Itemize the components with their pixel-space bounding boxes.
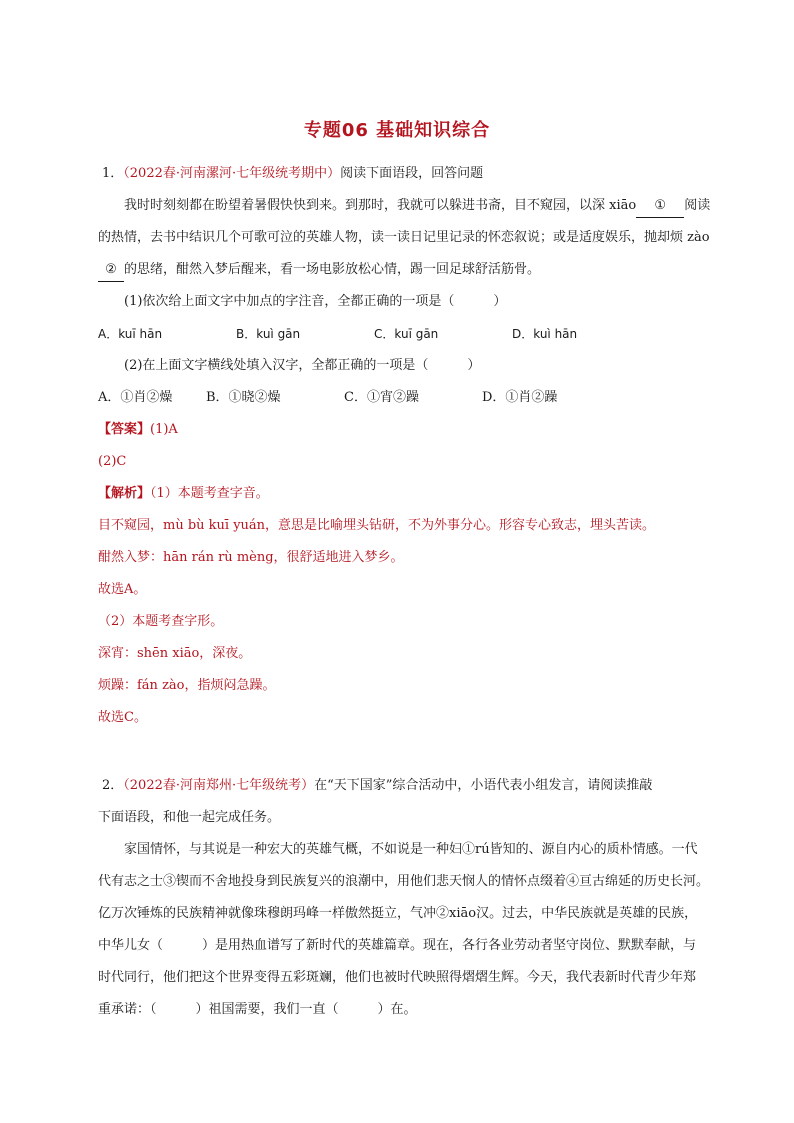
analysis-line: 目不窥园，mù bù kuī yuán，意思是比喻埋头钻研，不为外事分心。形容专心致志，埋头苦读。 [98,518,656,533]
analysis-tag: 【解析】 [98,486,151,501]
question-prompt: 在“天下国家”综合活动中，小语代表小组发言，请阅读推敲 [314,778,653,793]
answer-line: (2)C [98,454,127,469]
analysis-line: 烦躁：fán zào，指烦闷急躁。 [98,678,276,693]
sub-question-2: (2)在上面文字横线处填入汉字，全都正确的一项是（ ） [124,358,481,373]
analysis-line: 深宵：shēn xiāo，深夜。 [98,646,252,661]
passage-line: 的热情，去书中结识几个可歌可泣的英雄人物，读一读日记里记录的怀恋叙说；或是适度娱乐，抛却烦 zào [98,230,710,245]
analysis-line: 故选C。 [98,710,147,725]
page-title: 专题06 基础知识综合 [303,120,491,141]
passage-line: 代有志之士③锲而不舍地投身到民族复兴的浪潮中，用他们悲天悯人的情怀点缀着④亘古绵延的历史长河。 [98,874,710,889]
passage-line: ② 的思绪，酣然入梦后醒来，看一场电影放松心情，踢一回足球舒活筋骨。 [98,254,738,286]
option-b: B．①晓②燥 [206,390,281,405]
answer-value: (1)A [150,422,178,437]
option-c: C．①宵②躁 [344,390,419,405]
passage-line: 时代同行，他们把这个世界变得五彩斑斓，他们也被时代映照得熠熠生辉。今天，我代表新时代青少年郑 [98,970,697,985]
passage-line: 重承诺：（ ）祖国需要，我们一直（ ）在。 [98,1002,417,1017]
question-source: （2022春·河南郑州·七年级统考） [123,778,315,793]
option-b: B．kuì gān [236,327,301,341]
passage-line: 亿万次锤炼的民族精神就像珠穆朗玛峰一样傲然挺立，气冲②xiāo汉。过去，中华民族就是英雄的民族， [98,906,698,921]
option-d: D．kuì hān [512,327,578,341]
fill-blank-2: ② [98,259,124,282]
sub-question-1: (1)依次给上面文字中加点的字注音，全都正确的一项是（ ） [124,294,507,309]
question-number: 1． [102,166,124,181]
question-prompt-cont: 下面语段，和他一起完成任务。 [98,810,281,825]
passage-line: 中华儿女（ ）是用热血谱写了新时代的英雄篇章。现在，各行各业劳动者坚守岗位、默默奉献，与 [98,938,697,953]
fill-blank-1: ① [636,195,684,218]
passage-line: 家国情怀，与其说是一种宏大的英雄气概，不如说是一种妇①rú皆知的、源自内心的质朴情感。一代 [124,842,698,857]
question-source: （2022春·河南漯河·七年级统考期中） [123,166,341,181]
question-number: 2． [102,778,124,793]
answer-tag: 【答案】 [98,422,151,437]
passage-line: 我时时刻刻都在盼望着暑假快快到来。到那时，我就可以躲进书斋，目不窥园，以深 xiāo ① 阅读 [98,190,738,222]
options-row-2 [98,382,738,414]
options-row-1 [98,318,738,350]
question-2-header [98,770,738,802]
option-c: C．kuī gān [374,327,439,341]
analysis-line: （2）本题考查字形。 [98,614,224,629]
analysis-line: 故选A。 [98,582,147,597]
analysis-line: 酣然入梦：hān rán rù mèng，很舒适地进入梦乡。 [98,550,404,565]
option-a: A．kuī hān [98,327,163,341]
question-2 [98,770,738,1026]
option-d: D．①肖②躁 [482,390,558,405]
analysis-line: 【解析】（1）本题考查字音。 [98,486,269,501]
question-1 [98,158,738,734]
option-a: A．①肖②燥 [98,390,173,405]
question-1-header [98,158,738,190]
question-prompt: 阅读下面语段，回答问题 [340,166,484,181]
answer-line [98,414,738,446]
